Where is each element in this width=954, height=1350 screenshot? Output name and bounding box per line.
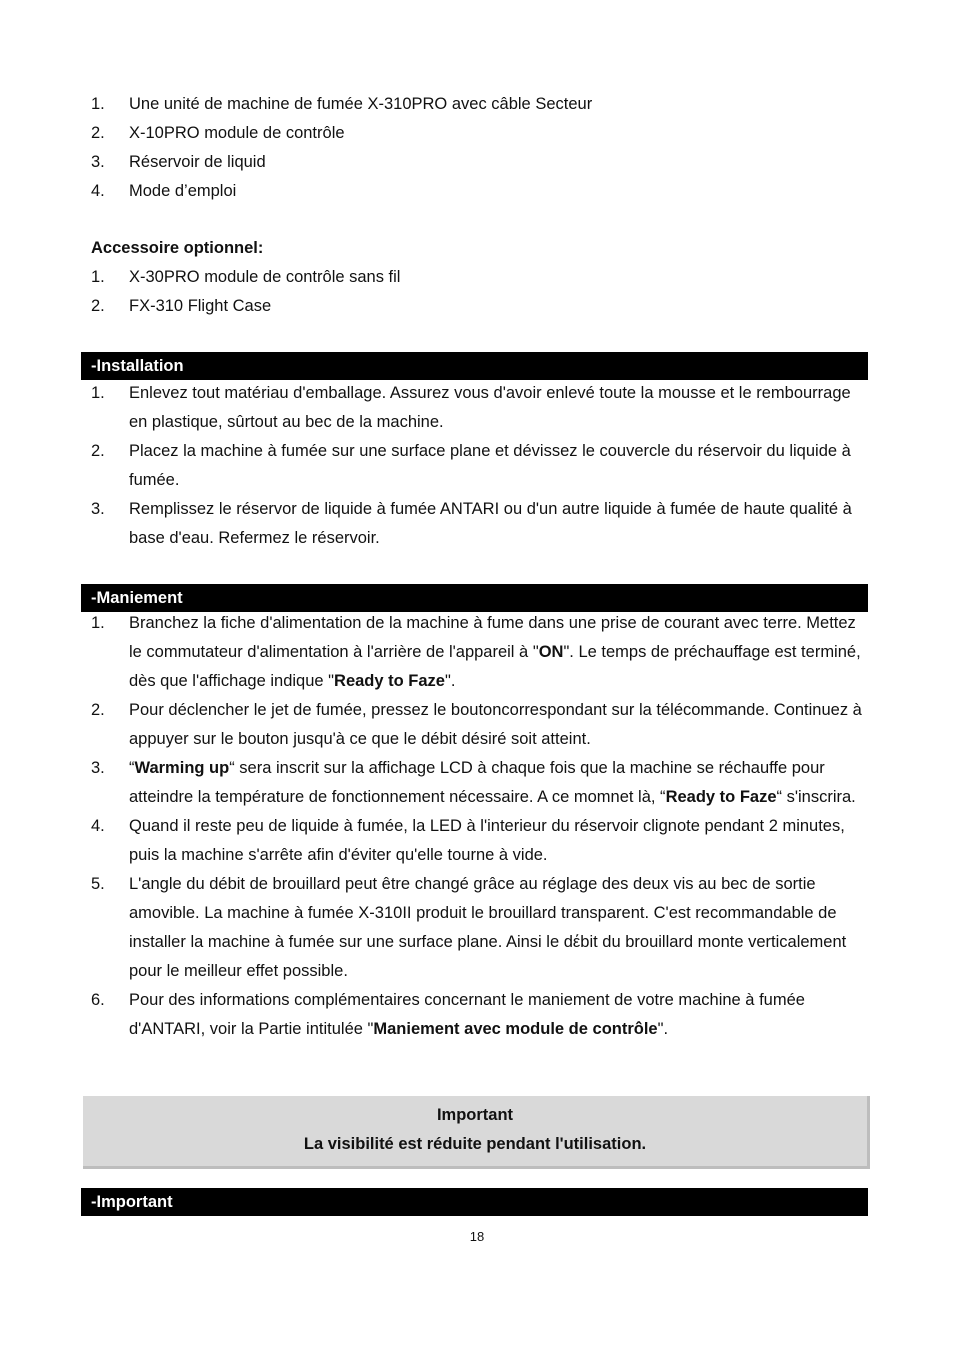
contents-list <box>91 90 871 206</box>
page-number: 18 <box>469 1229 485 1244</box>
list-item: 4. Quand il reste peu de liquide à fumée, la LED à l'interieur du réservoir clignote pendant 2 minutes, puis la machine s'arrête afin d'éviter qu'elle tourne à vide. <box>91 817 845 864</box>
list-item: 1. Une unité de machine de fumée X-310PRO avec câble Secteur <box>91 95 593 113</box>
list-item: 3. Réservoir de liquid <box>91 153 266 171</box>
list-item: 2. Placez la machine à fumée sur une surface plane et dévissez le couvercle du réservoir du liquide à fumée. <box>91 442 851 489</box>
maniement-section-bar: -Maniement <box>81 584 868 612</box>
important-section-bar: -Important <box>81 1188 868 1216</box>
list-item: 5. L'angle du débit de brouillard peut être changé grâce au réglage des deux vis au bec de sortie amovible. La machine à fumée X-310II produit le brouillard transparent. C'est recommandable de installer la machine à fumée sur une surface plane. Ainsi le dέbit du brouillard monte verticalement pour le meilleur effet possible. <box>91 875 847 980</box>
important-notice-box <box>83 1096 870 1169</box>
accessories-list <box>91 263 871 321</box>
list-item: 6. Pour des informations complémentaires concernant le maniement de votre machine à fumée d'ANTARI, voir la Partie intitulée "Maniement avec module de contrôle". <box>91 991 805 1038</box>
list-item: 3. Remplissez le réservor de liquide à fumée ANTARI ou d'un autre liquide à fumée de haute qualité à base d'eau. Refermez le réservoir. <box>91 500 852 547</box>
maniement-list <box>91 609 871 1044</box>
accessories-heading: Accessoire optionnel: <box>91 239 264 257</box>
list-item: 4. Mode d’emploi <box>91 182 237 200</box>
list-item: 2. FX-310 Flight Case <box>91 297 272 315</box>
notice-text: La visibilité est réduite pendant l'utilisation. <box>303 1135 647 1153</box>
list-item: 1. X-30PRO module de contrôle sans fil <box>91 268 401 286</box>
list-item: 1. Branchez la fiche d'alimentation de la machine à fume dans une prise de courant avec terre. Mettez le commutateur d'alimentation à l'arrière de l'appareil à "ON". Le temps de préchauffage est terminé, dès que l'affichage indique "Ready to Faze". <box>91 614 861 690</box>
list-item: 2. Pour déclencher le jet de fumée, pressez le boutoncorrespondant sur la télécommande. Continuez à appuyer sur le bouton jusqu'à ce que le débit désiré soit atteint. <box>91 701 862 748</box>
list-item: 1. Enlevez tout matériau d'emballage. Assurez vous d'avoir enlevé toute la mousse et le rembourrage en plastique, sûrtout au bec de la machine. <box>91 384 851 431</box>
installation-section-bar: -Installation <box>81 352 868 380</box>
installation-list <box>91 379 871 553</box>
list-item: 3. “Warming up“ sera inscrit sur la affichage LCD à chaque fois que la machine se réchauffe pour atteindre la température de fonctionnement nécessaire. A ce momnet là, “Ready to Faze“ s'inscrira. <box>91 759 856 806</box>
list-item: 2. X-10PRO module de contrôle <box>91 124 345 142</box>
notice-title: Important <box>436 1106 514 1124</box>
